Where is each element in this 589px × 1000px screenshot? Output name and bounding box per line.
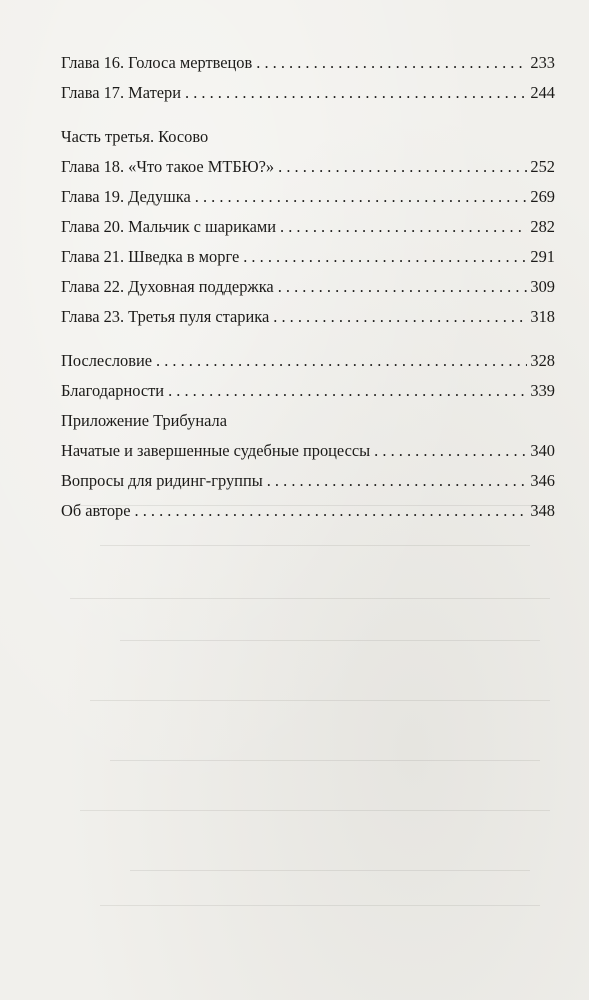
toc-entry-title: Глава 21. Шведка в морге bbox=[61, 247, 240, 266]
toc-group-2 bbox=[61, 156, 555, 336]
toc-entry-title: Глава 22. Духовная поддержка bbox=[61, 277, 274, 296]
toc-entry-title: Благодарности bbox=[61, 381, 165, 400]
toc-entry-title: Вопросы для ридинг-группы bbox=[61, 471, 263, 490]
toc-entry bbox=[61, 350, 555, 380]
toc-entry-title: Начатые и завершенные судебные процессы bbox=[61, 441, 371, 460]
dot-leader bbox=[135, 500, 528, 522]
dot-leader bbox=[156, 350, 527, 372]
toc-entry-page: 291 bbox=[530, 247, 555, 266]
dot-leader bbox=[374, 440, 527, 462]
dot-leader bbox=[243, 246, 527, 268]
table-of-contents bbox=[61, 52, 555, 530]
toc-entry-page: 328 bbox=[530, 351, 555, 370]
toc-entry bbox=[61, 440, 555, 470]
dot-leader bbox=[185, 82, 527, 104]
dot-leader bbox=[195, 186, 528, 208]
toc-entry-page: 269 bbox=[530, 187, 555, 206]
toc-entry bbox=[61, 186, 555, 216]
toc-entry-page: 340 bbox=[530, 441, 555, 460]
toc-entry bbox=[61, 52, 555, 82]
toc-entry bbox=[61, 306, 555, 336]
toc-entry-title: Глава 19. Дедушка bbox=[61, 187, 191, 206]
dot-leader bbox=[273, 306, 527, 328]
toc-entry-page: 346 bbox=[530, 471, 555, 490]
toc-entry-page: 318 bbox=[530, 307, 555, 326]
toc-entry-page: 252 bbox=[530, 157, 555, 176]
toc-entry bbox=[61, 380, 555, 410]
toc-entry-page: 339 bbox=[530, 381, 555, 400]
dot-leader bbox=[256, 52, 527, 74]
toc-entry bbox=[61, 500, 555, 530]
toc-entry-title: Глава 16. Голоса мертвецов bbox=[61, 53, 253, 72]
toc-entry-title: Глава 17. Матери bbox=[61, 83, 182, 102]
toc-entry-page: 309 bbox=[530, 277, 555, 296]
dot-leader bbox=[168, 380, 527, 402]
toc-entry-title: Послесловие bbox=[61, 351, 153, 370]
dot-leader bbox=[267, 470, 528, 492]
toc-entry-title: Глава 23. Третья пуля старика bbox=[61, 307, 270, 326]
toc-entry bbox=[61, 156, 555, 186]
toc-entry bbox=[61, 246, 555, 276]
toc-entry-title: Глава 20. Мальчик с шариками bbox=[61, 217, 277, 236]
toc-group-1 bbox=[61, 52, 555, 112]
toc-entry-title: Об авторе bbox=[61, 501, 131, 520]
toc-entry bbox=[61, 276, 555, 306]
appendix-heading: Приложение Трибунала bbox=[61, 411, 227, 430]
toc-group-4 bbox=[61, 440, 555, 530]
toc-entry-title: Глава 18. «Что такое МТБЮ?» bbox=[61, 157, 275, 176]
toc-entry-page: 282 bbox=[530, 217, 555, 236]
toc-entry-page: 244 bbox=[530, 83, 555, 102]
dot-leader bbox=[280, 216, 527, 238]
toc-entry bbox=[61, 216, 555, 246]
toc-entry-page: 348 bbox=[530, 501, 555, 520]
toc-entry bbox=[61, 82, 555, 112]
toc-entry-page: 233 bbox=[530, 53, 555, 72]
toc-group-3 bbox=[61, 350, 555, 410]
dot-leader bbox=[278, 276, 528, 298]
part-heading: Часть третья. Косово bbox=[61, 127, 209, 146]
toc-entry bbox=[61, 470, 555, 500]
dot-leader bbox=[278, 156, 527, 178]
